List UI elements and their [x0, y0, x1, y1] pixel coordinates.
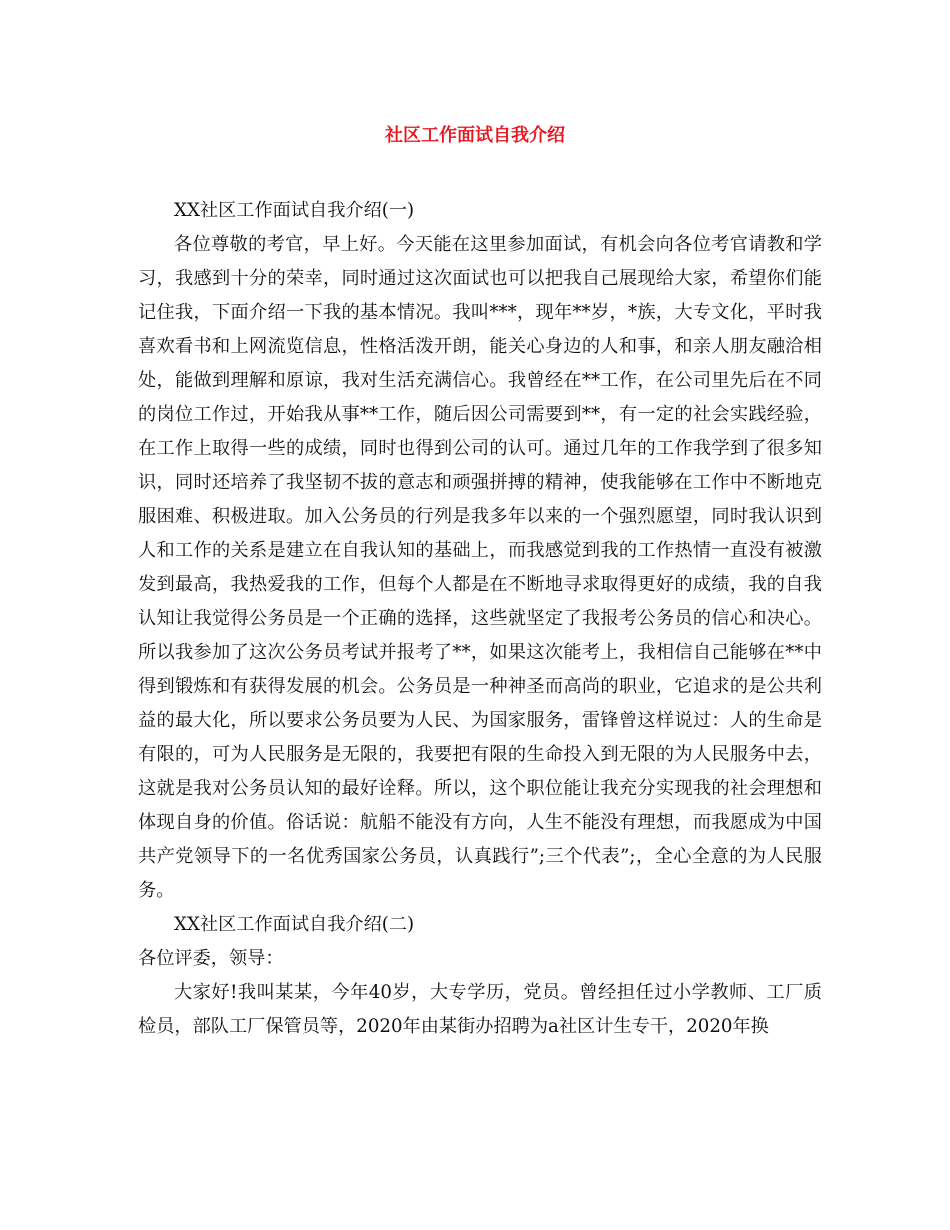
- paragraph-intro-2: 大家好!我叫某某，今年40岁，大专学历，党员。曾经担任过小学教师、工厂质检员，部队工厂保管员等，2020年由某街办招聘为a社区计生专干，2020年换: [138, 982, 822, 1037]
- section-heading-1: XX社区工作面试自我介绍(一): [174, 200, 415, 221]
- greeting-line: 各位评委，领导：: [138, 948, 284, 969]
- document-body: [138, 194, 822, 1044]
- paragraph-intro-1: 各位尊敬的考官，早上好。今天能在这里参加面试，有机会向各位考官请教和学习，我感到十分的荣幸，同时通过这次面试也可以把我自己展现给大家，希望你们能记住我，下面介绍一下我的基本情况。我叫***，现年**岁，*族，大专文化，平时我喜欢看书和上网流览信息，性格活泼开朗，能关心身边的人和事，和亲人朋友融洽相处，能做到理解和原谅，我对生活充满信心。我曾经在**工作，在公司里先后在不同的岗位工作过，开始我从事**工作，随后因公司需要到**，有一定的社会实践经验，在工作上取得一些的成绩，同时也得到公司的认可。通过几年的工作我学到了很多知识，同时还培养了我坚韧不拔的意志和顽强拼搏的精神，使我能够在工作中不断地克服困难、积极进取。加入公务员的行列是我多年以来的一个强烈愿望，同时我认识到人和工作的关系是建立在自我认知的基础上，而我感觉到我的工作热情一直没有被激发到最高，我热爱我的工作，但每个人都是在不断地寻求取得更好的成绩，我的自我认知让我觉得公务员是一个正确的选择，这些就坚定了我报考公务员的信心和决心。所以我参加了这次公务员考试并报考了**，如果这次能考上，我相信自己能够在**中得到锻炼和有获得发展的机会。公务员是一种神圣而高尚的职业，它追求的是公共利益的最大化，所以要求公务员要为人民、为国家服务，雷锋曾这样说过：人的生命是有限的，可为人民服务是无限的，我要把有限的生命投入到无限的为人民服务中去，这就是我对公务员认知的最好诠释。所以，这个职位能让我充分实现我的社会理想和体现自身的价值。俗话说：航船不能没有方向，人生不能没有理想，而我愿成为中国共产党领导下的一名优秀国家公务员，认真践行”;三个代表”;，全心全意的为人民服务。: [138, 234, 822, 901]
- document-title: 社区工作面试自我介绍: [385, 125, 565, 146]
- section-heading-2: XX社区工作面试自我介绍(二): [174, 914, 415, 935]
